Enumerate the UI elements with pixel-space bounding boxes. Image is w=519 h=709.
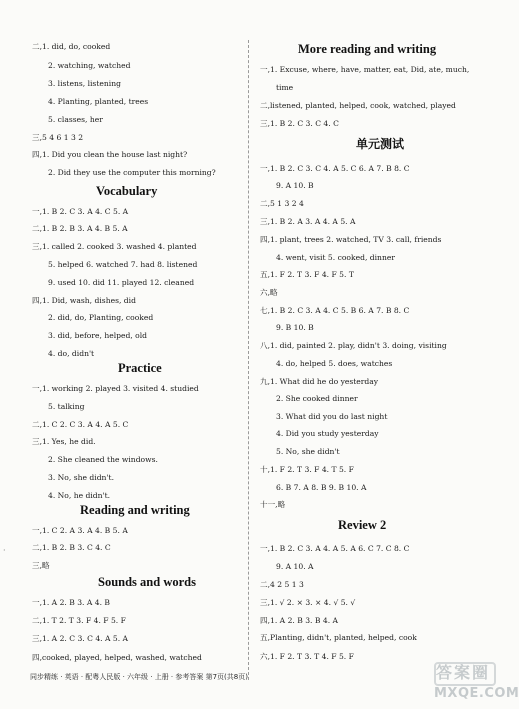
answer-line: 二,listened, planted, helped, cook, watched, played — [260, 101, 456, 110]
answer-line: 五,Planting, didn't, planted, helped, cook — [260, 633, 417, 642]
answer-line: 九,1. What did he do yesterday — [260, 377, 379, 386]
answer-line: 二,1. did, do, cooked — [32, 42, 111, 51]
answer-line: 一,1. working 2. played 3. visited 4. studied — [32, 384, 199, 393]
answer-line: 二,5 1 3 2 4 — [260, 199, 304, 208]
answer-line: 9. B 10. B — [276, 323, 314, 332]
answer-line: 4. went, visit 5. cooked, dinner — [276, 253, 395, 262]
answer-line: 9. A 10. B — [276, 181, 314, 190]
answer-line: 四,1. Did you clean the house last night? — [32, 150, 188, 159]
answer-line: 4. No, he didn't. — [48, 491, 111, 500]
answer-line: 三,1. B 2. A 3. A 4. A 5. A — [260, 217, 356, 226]
answer-line: 4. do, didn't — [48, 349, 95, 358]
answer-line: 3. What did you do last night — [276, 412, 388, 421]
answer-line: 6. B 7. A 8. B 9. B 10. A — [276, 483, 367, 492]
answer-line: 二,1. B 2. B 3. A 4. B 5. A — [32, 224, 128, 233]
answer-line: 4. Did you study yesterday — [276, 429, 379, 438]
answer-line: 三,略 — [32, 561, 50, 570]
answer-line: 一,1. A 2. B 3. A 4. B — [32, 598, 111, 607]
answer-line: 十,1. F 2. T 3. F 4. T 5. F — [260, 465, 354, 474]
answer-line: 四,1. A 2. B 3. B 4. A — [260, 616, 339, 625]
answer-line: 十一,略 — [260, 500, 286, 509]
section-heading: 单元测试 — [356, 137, 405, 151]
answer-line: 3. listens, listening — [48, 79, 121, 88]
answer-line: 2. She cooked dinner — [276, 394, 358, 403]
answer-line: 四,1. plant, trees 2. watched, TV 3. call, friends — [260, 235, 442, 244]
answer-line: 八,1. did, painted 2. play, didn't 3. doing, visiting — [260, 341, 447, 350]
answer-line: 2. watching, watched — [48, 61, 131, 70]
answer-line: 9. A 10. A — [276, 562, 314, 571]
column-divider — [248, 40, 249, 680]
watermark-logo — [434, 660, 519, 706]
answer-line: 六,略 — [260, 288, 278, 297]
answer-line: 四,1. Did, wash, dishes, did — [32, 296, 136, 305]
answer-line: 三,1. Yes, he did. — [32, 437, 96, 446]
binding-mark: · — [3, 546, 6, 555]
answer-line: 一,1. B 2. C 3. A 4. A 5. A 6. C 7. C 8. C — [260, 544, 410, 553]
section-heading: Sounds and words — [98, 575, 196, 589]
answer-line: 二,1. C 2. C 3. A 4. A 5. C — [32, 420, 129, 429]
answer-line: 一,1. C 2. A 3. A 4. B 5. A — [32, 526, 128, 535]
answer-line: 二,1. T 2. T 3. F 4. F 5. F — [32, 616, 126, 625]
section-heading: Practice — [118, 361, 162, 375]
section-heading: Reading and writing — [80, 503, 190, 517]
answer-line: 一,1. B 2. C 3. A 4. C 5. A — [32, 207, 129, 216]
answer-line: 二,4 2 5 1 3 — [260, 580, 304, 589]
answer-line: 二,1. B 2. B 3. C 4. C — [32, 543, 111, 552]
answer-line: 五,1. F 2. T 3. F 4. F 5. T — [260, 270, 354, 279]
section-heading: More reading and writing — [298, 42, 437, 56]
answer-line: 3. did, before, helped, old — [48, 331, 148, 340]
answer-line: 5. No, she didn't — [276, 447, 340, 456]
answer-line: 七,1. B 2. C 3. A 4. C 5. B 6. A 7. B 8. C — [260, 306, 410, 315]
answer-line: 9. used 10. did 11. played 12. cleaned — [48, 278, 195, 287]
answer-line: 一,1. Excuse, where, have, matter, eat, Did, ate, much, — [260, 65, 470, 74]
answer-line: 5. helped 6. watched 7. had 8. listened — [48, 260, 198, 269]
answer-line: 三,1. A 2. C 3. C 4. A 5. A — [32, 634, 129, 643]
answer-line: 2. did, do, Planting, cooked — [48, 313, 154, 322]
answer-line: 2. She cleaned the windows. — [48, 455, 158, 464]
section-heading: Review 2 — [338, 518, 387, 532]
answer-line: 三,1. called 2. cooked 3. washed 4. planted — [32, 242, 197, 251]
answer-line: 三,1. B 2. C 3. C 4. C — [260, 119, 339, 128]
answer-line: 4. Planting, planted, trees — [48, 97, 149, 106]
watermark-title: 答案圈 — [436, 663, 491, 682]
answer-line: 3. No, she didn't. — [48, 473, 114, 482]
answer-line: 5. classes, her — [48, 115, 103, 124]
answer-line: 三,5 4 6 1 3 2 — [32, 133, 84, 142]
answer-line: 4. do, helped 5. does, watches — [276, 359, 393, 368]
answer-line: 四,cooked, played, helped, washed, watched — [32, 653, 202, 662]
answer-line: 5. talking — [48, 402, 85, 411]
answer-line: 2. Did they use the computer this morning? — [48, 168, 216, 177]
answer-line: 一,1. B 2. C 3. C 4. A 5. C 6. A 7. B 8. C — [260, 164, 410, 173]
answer-line: 三,1. √ 2. × 3. × 4. √ 5. √ — [260, 598, 356, 607]
page-footer: 同步精练 · 英语 · 配粤人民版 · 六年级 · 上册 · 参考答案 第7页(共8页) — [30, 673, 248, 681]
watermark-url: MXQE.COM — [434, 686, 519, 701]
answer-line: time — [276, 83, 294, 92]
section-heading: Vocabulary — [96, 184, 158, 198]
answer-line: 六,1. F 2. T 3. T 4. F 5. F — [260, 652, 354, 661]
